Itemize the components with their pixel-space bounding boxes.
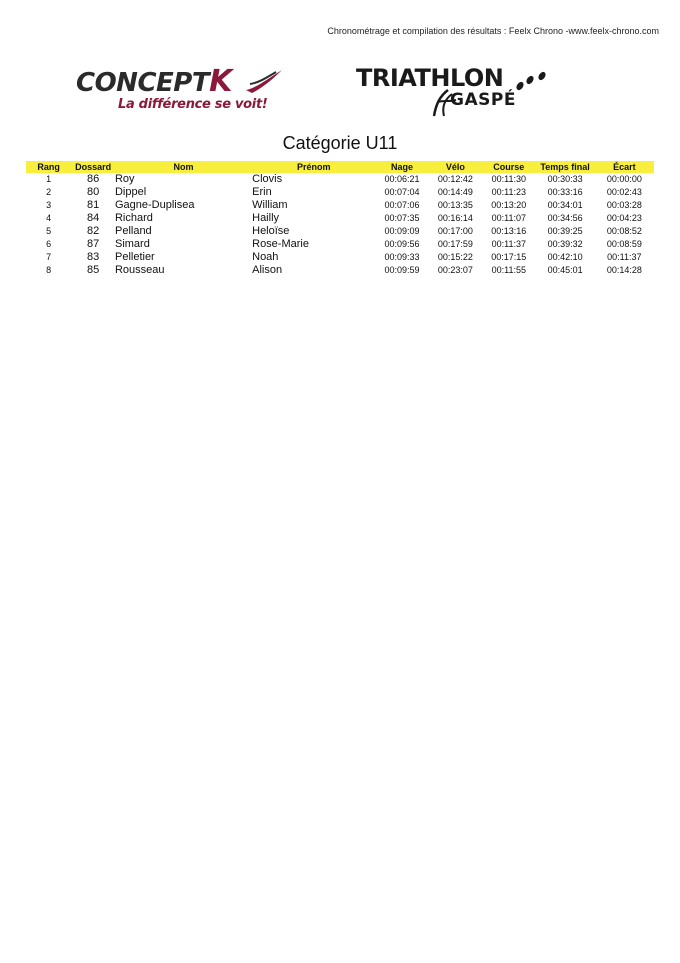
col-prenom: Prénom bbox=[252, 161, 375, 173]
cell-nom: Gagne-Duplisea bbox=[114, 199, 195, 211]
cell-course: 00:13:20 bbox=[491, 200, 527, 210]
cell-prenom: Noah bbox=[252, 251, 279, 263]
cell-temps-final: 00:42:10 bbox=[547, 252, 583, 262]
cell-prenom: Clovis bbox=[252, 173, 283, 185]
cell-temps-final: 00:33:16 bbox=[547, 187, 583, 197]
cell-ecart: 00:08:52 bbox=[606, 226, 642, 236]
cell-velo: 00:14:49 bbox=[437, 187, 473, 197]
cell-ecart: 00:11:37 bbox=[607, 252, 642, 262]
cell-rang: 8 bbox=[46, 265, 52, 275]
cell-velo: 00:17:00 bbox=[437, 226, 473, 236]
table-row bbox=[26, 199, 654, 212]
table-row bbox=[26, 225, 654, 238]
cell-ecart: 00:04:23 bbox=[606, 213, 642, 223]
cell-temps-final: 00:30:33 bbox=[547, 174, 583, 184]
cell-rang: 5 bbox=[46, 226, 52, 236]
cell-prenom: Heloïse bbox=[252, 225, 290, 237]
cell-temps-final: 00:34:56 bbox=[547, 213, 583, 223]
cell-ecart: 00:03:28 bbox=[606, 200, 642, 210]
cell-prenom: Alison bbox=[252, 264, 283, 276]
cell-course: 00:11:55 bbox=[491, 265, 526, 275]
cell-rang: 2 bbox=[46, 187, 52, 197]
cell-nom: Simard bbox=[114, 238, 150, 250]
col-dossard: Dossard bbox=[71, 161, 115, 173]
col-course: Course bbox=[482, 161, 535, 173]
col-nom: Nom bbox=[115, 161, 252, 173]
cell-velo: 00:23:07 bbox=[437, 265, 473, 275]
col-temps-final: Temps final bbox=[536, 161, 595, 173]
cell-ecart: 00:00:00 bbox=[606, 174, 642, 184]
cell-nage: 00:07:06 bbox=[384, 200, 420, 210]
header-row bbox=[26, 161, 654, 173]
cell-velo: 00:17:59 bbox=[437, 239, 473, 249]
cell-velo: 00:16:14 bbox=[437, 213, 473, 223]
col-velo: Vélo bbox=[429, 161, 482, 173]
concept-k-wordmark bbox=[76, 64, 232, 99]
cell-nage: 00:09:56 bbox=[384, 239, 420, 249]
k-letter: K bbox=[209, 64, 232, 99]
cell-nom: Richard bbox=[114, 212, 153, 224]
col-rang: Rang bbox=[26, 161, 71, 173]
cell-course: 00:11:07 bbox=[491, 213, 526, 223]
cell-nage: 00:09:59 bbox=[384, 265, 420, 275]
cell-prenom: Hailly bbox=[252, 212, 280, 224]
concept-word: CONCEPT bbox=[76, 68, 210, 98]
table-row bbox=[26, 238, 654, 251]
cell-dossard: 85 bbox=[86, 264, 100, 276]
cell-prenom: Erin bbox=[252, 186, 272, 198]
cell-dossard: 80 bbox=[86, 186, 100, 198]
cell-ecart: 00:08:59 bbox=[606, 239, 642, 249]
cell-temps-final: 00:45:01 bbox=[547, 265, 583, 275]
col-nage: Nage bbox=[375, 161, 428, 173]
table-row bbox=[26, 186, 654, 199]
cell-ecart: 00:02:43 bbox=[606, 187, 642, 197]
cell-dossard: 87 bbox=[86, 238, 100, 250]
cell-rang: 6 bbox=[46, 239, 52, 249]
cell-rang: 4 bbox=[46, 213, 52, 223]
cell-course: 00:11:30 bbox=[491, 174, 526, 184]
cell-rang: 7 bbox=[46, 252, 52, 262]
cell-prenom: Rose-Marie bbox=[252, 238, 309, 250]
cell-velo: 00:12:42 bbox=[437, 174, 473, 184]
cell-nom: Roy bbox=[114, 173, 135, 185]
cell-nom: Pelletier bbox=[114, 251, 155, 263]
cell-dossard: 84 bbox=[86, 212, 100, 224]
cell-course: 00:11:23 bbox=[491, 187, 526, 197]
col-ecart: Écart bbox=[595, 161, 654, 173]
cell-nom: Dippel bbox=[114, 186, 147, 198]
category-title: Catégorie U11 bbox=[282, 133, 398, 153]
cell-prenom: William bbox=[252, 199, 288, 211]
cell-ecart: 00:14:28 bbox=[606, 265, 642, 275]
cell-nage: 00:09:33 bbox=[384, 252, 420, 262]
concept-k-tagline: La différence se voit! bbox=[118, 97, 268, 112]
timing-credit: Chronométrage et compilation des résultats : Feelx Chrono -www.feelx-chrono.com bbox=[327, 26, 659, 36]
table-row bbox=[26, 264, 654, 277]
cell-nage: 00:07:35 bbox=[384, 213, 420, 223]
table-row bbox=[26, 212, 654, 225]
cell-dossard: 83 bbox=[86, 251, 100, 263]
cell-temps-final: 00:39:32 bbox=[547, 239, 583, 249]
cell-rang: 3 bbox=[46, 200, 52, 210]
table-row bbox=[26, 251, 654, 264]
cell-course: 00:11:37 bbox=[491, 239, 526, 249]
cell-nage: 00:06:21 bbox=[384, 174, 420, 184]
concept-k-logo bbox=[76, 62, 286, 120]
cell-nage: 00:07:04 bbox=[384, 187, 420, 197]
cell-course: 00:17:15 bbox=[491, 252, 527, 262]
swoosh-icon bbox=[244, 66, 284, 96]
cell-velo: 00:15:22 bbox=[437, 252, 473, 262]
cell-dossard: 82 bbox=[86, 225, 100, 237]
cell-velo: 00:13:35 bbox=[437, 200, 473, 210]
cell-course: 00:13:16 bbox=[491, 226, 527, 236]
results-table bbox=[26, 161, 654, 277]
cell-temps-final: 00:34:01 bbox=[547, 200, 583, 210]
cell-dossard: 81 bbox=[86, 199, 100, 211]
cell-rang: 1 bbox=[46, 174, 52, 184]
table-row bbox=[26, 173, 654, 186]
gaspe-wordmark: GASPÉ bbox=[450, 90, 516, 110]
cell-dossard: 86 bbox=[86, 173, 100, 185]
cell-temps-final: 00:39:25 bbox=[547, 226, 583, 236]
triathlon-wordmark: TRIATHLON bbox=[356, 64, 504, 92]
triathlon-gaspe-logo bbox=[356, 64, 556, 120]
cell-nom: Pelland bbox=[114, 225, 152, 237]
cell-nom: Rousseau bbox=[114, 264, 165, 276]
footprints-icon bbox=[514, 70, 550, 92]
cell-nage: 00:09:09 bbox=[384, 226, 420, 236]
